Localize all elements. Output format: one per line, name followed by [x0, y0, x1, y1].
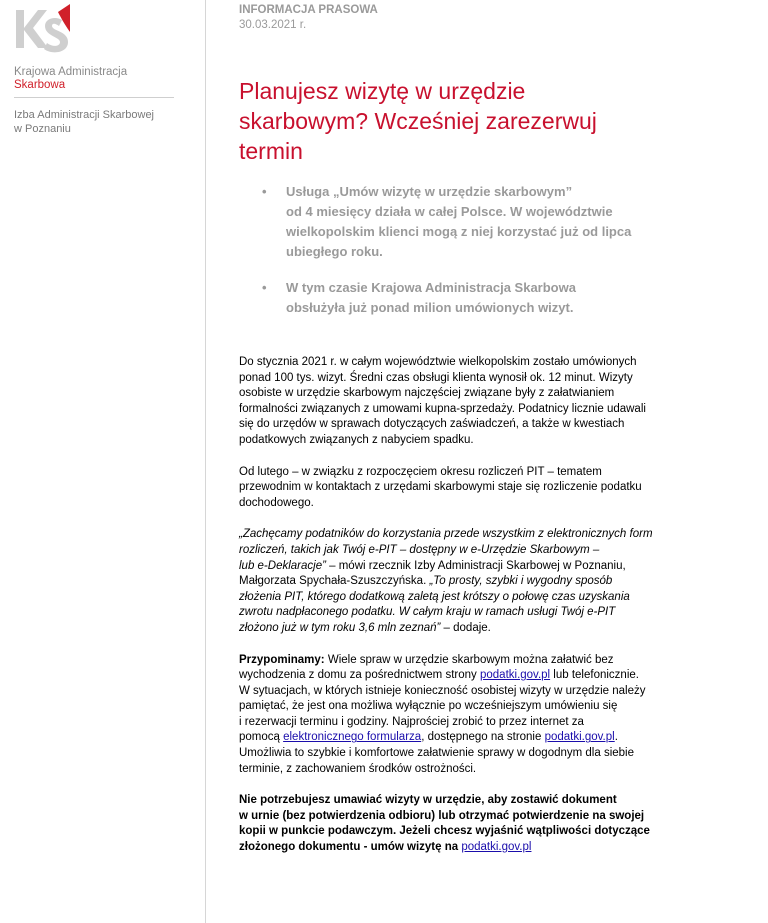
org-name-line2: Skarbowa: [14, 79, 66, 91]
text-line: Umożliwia to szybkie i komfortowe załatwienie sprawy w dogodnym dla siebie: [239, 747, 634, 760]
paragraph-pit-season: [239, 465, 714, 512]
text-span: pomocą: [239, 731, 284, 744]
quote-line: zwrotu nadpłaconego podatku. W całym kraju w ramach usługi Twój e-PIT: [239, 606, 616, 619]
org-name-line1: Krajowa Administracja: [14, 66, 128, 78]
electronic-form-link[interactable]: elektronicznego formularza: [283, 731, 422, 744]
text-line: i rezerwacji terminu i godziny. Najprościej zrobić to przez internet za: [239, 715, 584, 728]
text-line: podatkowych związanych z nabyciem spadku.: [239, 433, 474, 446]
quote-text: złożono już w tym roku 3,6 mln zeznań”: [239, 621, 441, 634]
text-line: Nie potrzebujesz umawiać wizyty w urzędzie, aby zostawić dokument: [239, 794, 617, 807]
paragraph-reminder: [239, 653, 714, 778]
kas-logo: [12, 2, 84, 62]
article-body: [239, 355, 714, 856]
unit-name: [14, 108, 184, 136]
text-span: .: [614, 731, 618, 744]
sidebar: [0, 0, 205, 923]
paragraph-drop-off: [239, 793, 714, 855]
text-line: pamiętać, że jest ona możliwa wyłącznie po wcześniejszym umówieniu się: [239, 700, 618, 713]
quote-line: [239, 559, 714, 575]
quote-line: „Zachęcamy podatników do korzystania przede wszystkim z elektronicznych form: [239, 528, 653, 541]
sidebar-border: [205, 0, 206, 923]
highlight-item: [260, 278, 730, 318]
attribution-text: – mówi rzecznik Izby Administracji Skarbowej w Poznaniu,: [325, 559, 626, 572]
quote-line: [239, 621, 714, 637]
text-line: Od lutego – w związku z rozpoczęciem okresu rozliczeń PIT – tematem: [239, 465, 602, 478]
text-line: dochodowego.: [239, 496, 314, 509]
text-line: [239, 653, 714, 669]
unit-name-line1: Izba Administracji Skarbowej: [14, 109, 155, 121]
text-line: [239, 668, 714, 684]
text-line: w urnie (bez potwierdzenia odbioru) lub otrzymać potwierdzenie na swojej: [239, 809, 645, 822]
bullet-icon: •: [262, 184, 267, 199]
reminder-label: Przypominamy:: [239, 653, 325, 666]
text-line: przewodnim w kontaktach z urzędami skarbowymi staje się rozliczenie podatku: [239, 481, 642, 494]
text-line: osobiste w urzędzie skarbowym najczęściej związane były z załatwianiem: [239, 387, 615, 400]
text-line: Do stycznia 2021 r. w całym województwie wielkopolskim zostało umówionych: [239, 356, 637, 368]
text-span: złożonego dokumentu - umów wizytę na: [239, 841, 462, 854]
text-line: ponad 100 tys. wizyt. Średni czas obsługi klienta wynosił ok. 12 minut. Wizyty: [239, 371, 633, 384]
highlight-line: obsłużyła już ponad milion umówionych wizyt.: [286, 300, 574, 315]
text-span: wychodzenia z domu za pośrednictwem strony: [239, 669, 480, 682]
paragraph-quote: [239, 527, 714, 636]
quote-line: rozliczeń, takich jak Twój e-PIT – dostępny w e-Urzędzie Skarbowym –: [239, 543, 600, 556]
bullet-icon: •: [262, 280, 267, 295]
highlight-line: W tym czasie Krajowa Administracja Skarbowa: [286, 280, 576, 295]
document-date: 30.03.2021 r.: [239, 19, 307, 31]
text-span: lub telefonicznie.: [550, 669, 639, 682]
podatki-link[interactable]: podatki.gov.pl: [461, 841, 532, 854]
text-line: kopii w punkcie podawczym. Jeżeli chcesz wyjaśnić wątpliwości dotyczące: [239, 825, 650, 838]
title-line: termin: [239, 138, 303, 164]
sidebar-divider: [14, 97, 174, 98]
paragraph-statistics: [239, 355, 714, 449]
text-line: formalności związanych z umowami kupna-sprzedaży. Podatnicy licznie udawali: [239, 402, 646, 415]
highlight-line: od 4 miesięcy działa w całej Polsce. W województwie: [286, 204, 613, 219]
highlights-list: [260, 182, 730, 318]
quote-line: [239, 574, 714, 590]
text-span: Wiele spraw w urzędzie skarbowym można załatwić bez: [324, 653, 614, 666]
highlight-line: wielkopolskim klienci mogą z niej korzystać już od lipca: [286, 224, 632, 239]
page-title: [239, 76, 719, 166]
unit-name-line2: w Poznaniu: [14, 123, 71, 135]
podatki-link[interactable]: podatki.gov.pl: [544, 731, 615, 744]
quote-text: lub e-Deklaracje”: [239, 559, 326, 572]
highlight-line: ubiegłego roku.: [286, 244, 383, 259]
text-line: W sytuacjach, w których istnieje konieczność osobistej wizyty w urzędzie należy: [239, 684, 646, 697]
quote-line: złożenia PIT, którego dodatkową zaletą jest krótszy o połowę czas uzyskania: [239, 590, 630, 603]
podatki-link[interactable]: podatki.gov.pl: [479, 669, 551, 682]
text-span: , dostępnego na stronie: [421, 731, 545, 744]
text-line: się do urzędów w sprawach dotyczących zaświadczeń, a także w kwestiach: [239, 418, 625, 431]
title-line: Planujesz wizytę w urzędzie: [239, 78, 526, 104]
text-line: [239, 730, 714, 746]
document-type: INFORMACJA PRASOWA: [239, 4, 378, 16]
text-line: [239, 840, 714, 856]
highlight-item: [260, 182, 730, 262]
title-line: skarbowym? Wcześniej zarezerwuj: [239, 108, 597, 134]
highlight-line: Usługa „Umów wizytę w urzędzie skarbowym”: [286, 184, 573, 199]
spokesperson-name: Małgorzata Spychała-Szuszczyńska.: [239, 575, 430, 588]
text-line: terminie, z zachowaniem środków ostrożności.: [239, 762, 477, 775]
quote-text: „To prosty, szybki i wygodny sposób: [429, 575, 613, 588]
attribution-text: – dodaje.: [440, 621, 491, 634]
